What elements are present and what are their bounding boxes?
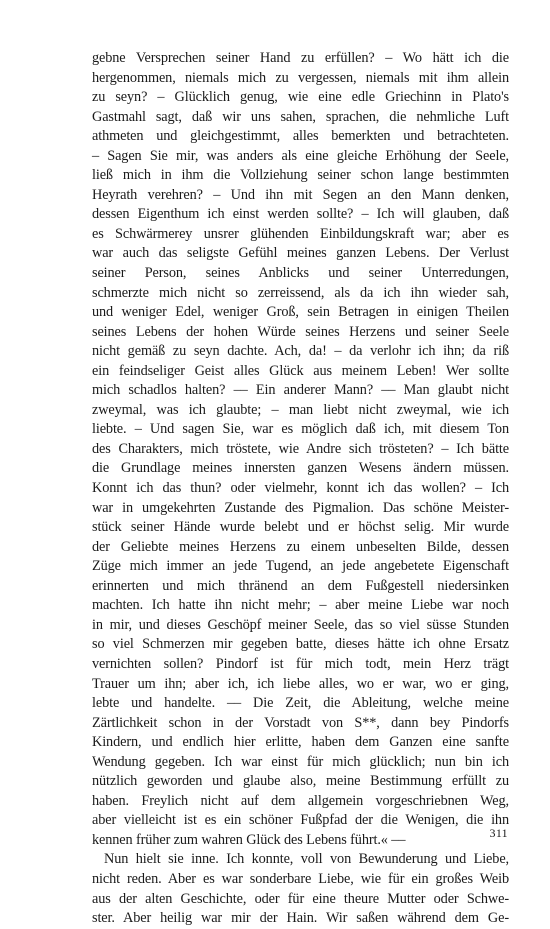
text-line: Kindern, und endlich hier erlitte, haben dem Ganzen eine sanfte: [92, 734, 509, 751]
text-line: hergenommen, niemals mich zu vergessen, niemals mit ihm allein: [92, 69, 509, 86]
text-line: die Grundlage meines innersten ganzen Wesens ändern müssen.: [92, 460, 509, 477]
text-line: Gastmahl sagt, daß wir uns sahen, sprachen, die nehmliche Luft: [92, 108, 509, 125]
text-line: – Sagen Sie mir, was anders als eine gleiche Erhöhung der Seele,: [92, 147, 509, 164]
text-line: mich schadlos halten? –– Ein anderer Mann? –– Man glaubt nicht: [92, 382, 509, 399]
text-line: zu seyn? – Glücklich genug, wie eine edle Griechinn in Plato's: [92, 89, 509, 106]
text-line: nicht gemäß zu seyn dachte. Ach, da! – da verlohr ich ihn; da riß: [92, 343, 509, 360]
text-line: aus der alten Geschichte, oder für eine theure Mutter oder Schwe-: [92, 890, 509, 907]
text-line: zweymal, was ich glaubte; – man liebt nicht zweymal, wie ich: [92, 401, 509, 418]
text-line: Nun hielt sie inne. Ich konnte, voll von Bewunderung und Liebe,: [104, 851, 509, 868]
text-line: haben. Freylich nicht auf dem allgemein vorgeschriebnen Weg,: [92, 792, 509, 809]
page-number: 311: [489, 826, 508, 840]
text-line: gebne Versprechen seiner Hand zu erfüllen? – Wo hätt ich die: [92, 50, 509, 66]
text-line: Heyrath verehren? – Und ihn mit Segen an den Mann denken,: [92, 186, 509, 203]
text-line: lebte und handelte. –– Die Zeit, die Ableitung, welche meine: [92, 695, 509, 712]
text-line: seines Lebens der hohen Würde seines Herzens und seiner Seele: [92, 323, 509, 340]
page-body: [92, 49, 509, 929]
text-line: ein feindseliger Geist alles Glück aus meinem Leben! Wer sollte: [92, 362, 509, 379]
text-line: Wendung gegeben. Ich war einst für mich glücklich; nun bin ich: [92, 753, 509, 770]
text-line: Konnt ich das thun? oder vielmehr, konnt ich das wollen? – Ich: [92, 480, 509, 497]
text-line: und weniger Edel, weniger Groß, sein Betragen in einigen Theilen: [92, 304, 509, 321]
text-line: aber vielleicht ist es ein schöner Fußpfad der die Wenigen, die ihn: [92, 812, 509, 829]
text-line: athmeten und gleichgestimmt, alles bemerkten und betrachteten.: [92, 128, 509, 145]
text-line: so viel Schmerzen mir gegeben batte, dieses hätte ich ohne Ersatz: [92, 636, 509, 653]
text-line: war auch das seligste Gefühl meines ganzen Lebens. Der Verlust: [92, 245, 509, 262]
text-line: stück seiner Hände wurde belebt und er höchst selig. Mir wurde: [92, 519, 509, 536]
text-line: vernichten sollen? Pindorf ist für mich todt, mein Herz trägt: [92, 655, 509, 672]
text-line: des Charakters, mich tröstete, wie Andre sich trösteten? – Ich bätte: [92, 440, 509, 457]
paragraph-1: [92, 49, 509, 850]
text-line: Züge mich immer an jede Tugend, an jede angebetete Eigenschaft: [92, 558, 509, 575]
text-line: liebte. – Und sagen Sie, war es möglich daß ich, mit diesem Ton: [92, 421, 509, 438]
text-line: nicht reden. Aber es war sonderbare Liebe, wie für ein großes Weib: [92, 870, 509, 887]
text-line: machten. Ich hatte ihn nicht mehr; – aber meine Liebe war noch: [92, 597, 509, 614]
text-line: war in umgekehrten Zustande des Pigmalion. Das schöne Meister-: [92, 499, 509, 516]
text-line: kennen früher zum wahren Glück des Lebens führt.« ––: [92, 831, 406, 848]
text-line: nützlich geworden und glaube also, meine Bestimmung erfüllt zu: [92, 773, 509, 790]
text-line: dessen Eigenthum ich einst werden sollte? – Ich will glauben, daß: [92, 206, 509, 223]
text-line: ster. Aber heilig war mir der Hain. Wir saßen während dem Ge-: [92, 910, 509, 927]
text-line: seiner Person, seines Anblicks und seiner Unterredungen,: [92, 265, 509, 282]
text-line: Zärtlichkeit schon in der Vorstadt von S**, dann bey Pindorfs: [92, 714, 509, 731]
text-line: schmerzte mich nicht so zerreissend, als da ich ihn wieder sah,: [92, 284, 509, 301]
text-line: Trauer um ihn; aber ich, ich liebe alles, wo er war, wo er ging,: [92, 675, 509, 692]
text-line: es Schwärmerey unsrer glühenden Einbildungskraft war; aber es: [92, 225, 509, 242]
text-line: der Geliebte meines Herzens zu einem unbeselten Bilde, dessen: [92, 538, 509, 555]
text-line: in mir, und dieses Geschöpf meiner Seele, das so viel süsse Stunden: [92, 616, 509, 633]
paragraph-2: [92, 850, 509, 928]
text-line: ließ mich in ihm die Vollziehung seiner schon lange bestimmten: [92, 167, 509, 184]
text-line: erinnerten und mich thränend an dem Fußgestell niedersinken: [92, 577, 509, 594]
